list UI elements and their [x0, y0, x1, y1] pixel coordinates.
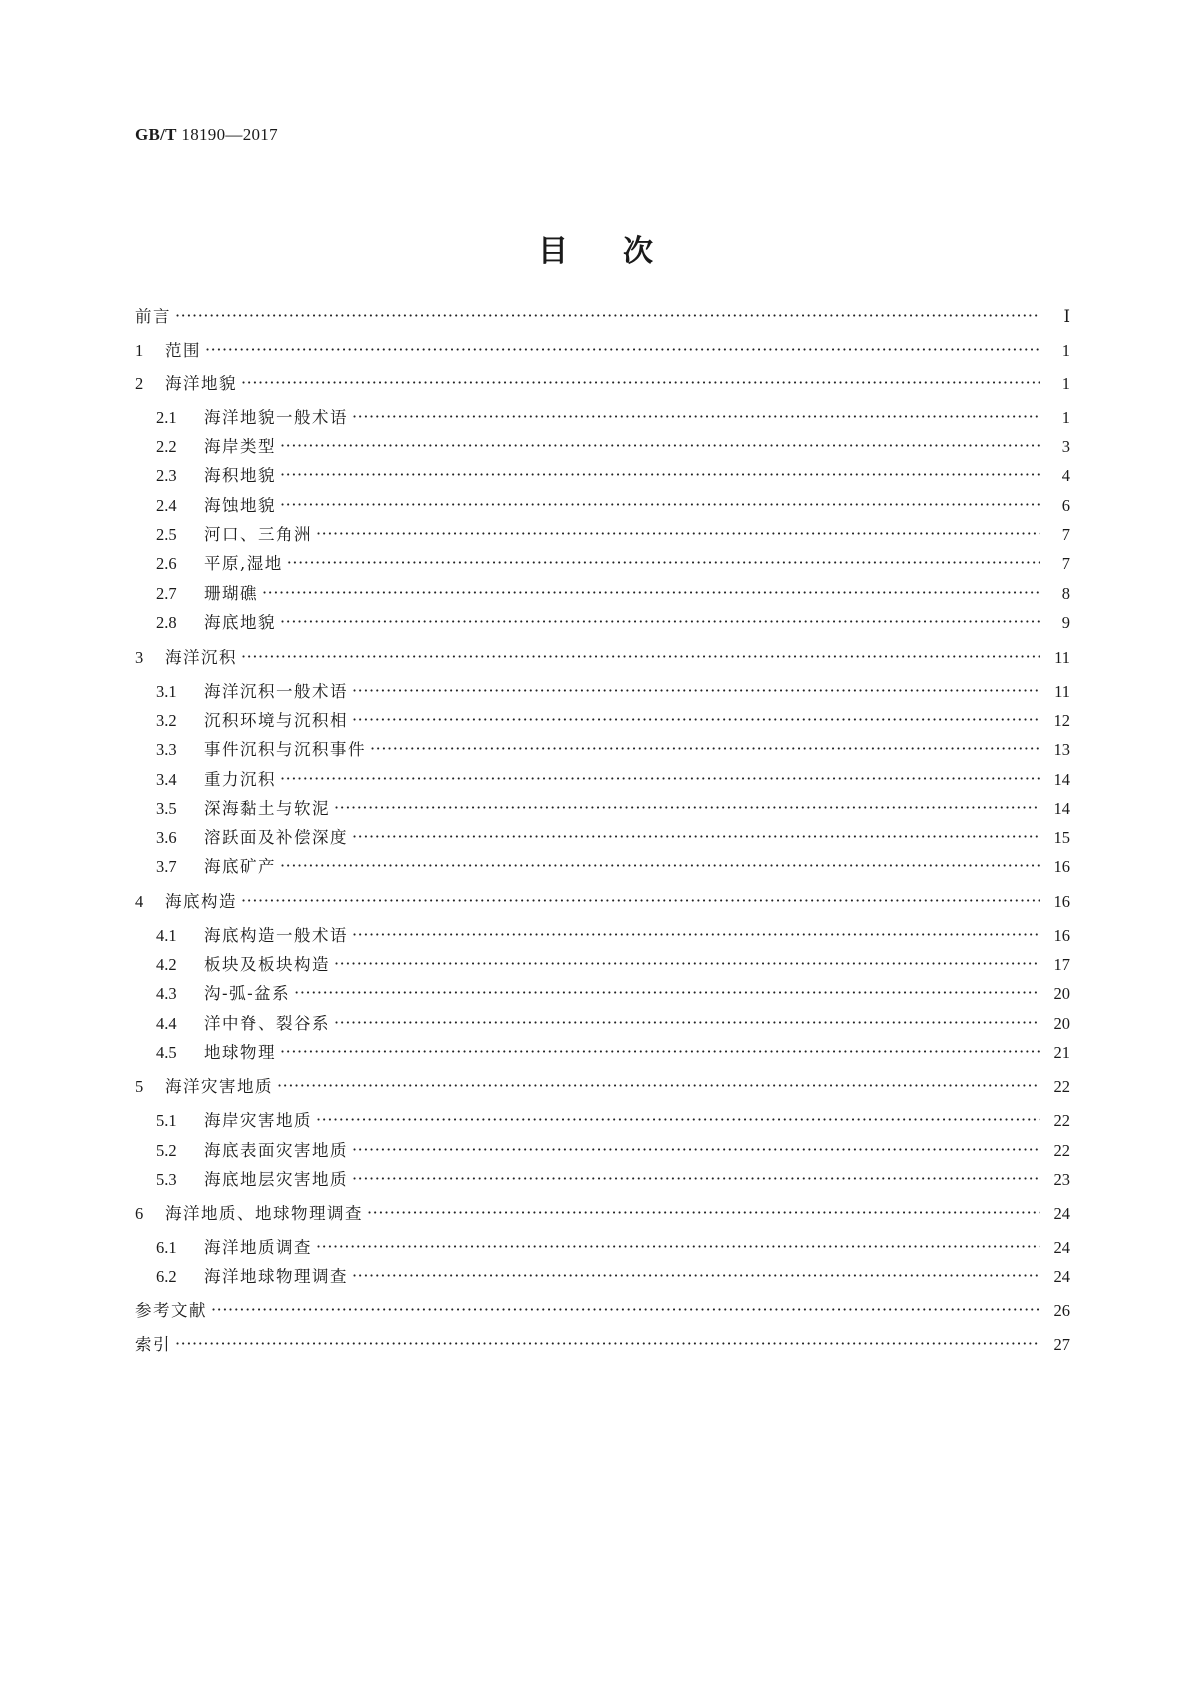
toc-entry-page: 16 [1053, 892, 1070, 911]
dot-leader [241, 372, 1040, 396]
toc-entry-number: 5 [135, 1077, 144, 1096]
dot-leader [316, 1236, 1040, 1260]
toc-entry-number: 4.2 [156, 955, 177, 974]
toc-entry-page: 9 [1061, 613, 1070, 632]
toc-entry-label: 溶跃面及补偿深度 [204, 828, 348, 847]
toc-entry-page: 6 [1061, 496, 1070, 515]
toc-entry[interactable] [135, 797, 1070, 821]
toc-entry[interactable] [135, 523, 1070, 547]
toc-entry-label: 海洋沉积一般术语 [204, 682, 348, 701]
toc-entry-page: 14 [1053, 799, 1070, 818]
toc-entry[interactable] [135, 305, 1070, 329]
toc-entry-page: 16 [1053, 857, 1070, 876]
toc-entry-page: 4 [1061, 466, 1070, 485]
toc-entry[interactable] [135, 1041, 1070, 1065]
toc-entry[interactable] [135, 890, 1070, 914]
dot-leader [280, 435, 1040, 459]
toc-entry[interactable] [135, 372, 1070, 396]
dot-leader [370, 738, 1040, 762]
toc-entry[interactable] [135, 1265, 1070, 1289]
toc-entry[interactable] [135, 646, 1070, 670]
dot-leader [352, 1139, 1040, 1163]
dot-leader [205, 339, 1040, 363]
toc-entry-number: 4.5 [156, 1043, 177, 1062]
dot-leader [316, 1109, 1040, 1133]
toc-entry-page: 3 [1061, 437, 1070, 456]
standard-code [135, 125, 278, 145]
toc-entry-label: 海蚀地貌 [204, 496, 276, 515]
toc-entry-label: 珊瑚礁 [204, 584, 258, 603]
dot-leader [175, 305, 1040, 329]
toc-entry-number: 3 [135, 648, 144, 667]
toc-entry-number: 6 [135, 1204, 144, 1223]
toc-entry-label: 海积地貌 [204, 466, 276, 485]
toc-entry-number: 3.7 [156, 857, 177, 876]
toc-entry-label: 海洋沉积 [165, 648, 237, 667]
dot-leader [211, 1299, 1040, 1323]
toc-entry-number: 3.2 [156, 711, 177, 730]
dot-leader [352, 826, 1040, 850]
toc-entry[interactable] [135, 680, 1070, 704]
dot-leader [280, 1041, 1040, 1065]
toc-entry[interactable] [135, 1139, 1070, 1163]
toc-entry-label: 海底表面灾害地质 [204, 1141, 348, 1160]
toc-entry[interactable] [135, 339, 1070, 363]
dot-leader [334, 953, 1040, 977]
toc-entry-page: 14 [1053, 770, 1070, 789]
toc-entry[interactable] [135, 1202, 1070, 1226]
toc-entry-label: 海底构造一般术语 [204, 926, 348, 945]
toc-entry[interactable] [135, 855, 1070, 879]
toc-entry[interactable] [135, 1075, 1070, 1099]
toc-entry[interactable] [135, 582, 1070, 606]
toc-entry-page: 11 [1054, 682, 1070, 701]
toc-entry-label: 范围 [165, 341, 201, 360]
toc-entry-page: Ⅰ [1063, 307, 1070, 326]
toc-entry-number: 6.1 [156, 1238, 177, 1257]
toc-entry-label: 海洋灾害地质 [165, 1077, 273, 1096]
toc-entry-label: 海洋地质调查 [204, 1238, 312, 1257]
toc-entry-page: 21 [1053, 1043, 1070, 1062]
toc-entry-page: 24 [1053, 1238, 1070, 1257]
toc-entry-label: 海底矿产 [204, 857, 276, 876]
toc-entry-number: 5.3 [156, 1170, 177, 1189]
toc-entry-number: 3.1 [156, 682, 177, 701]
toc-entry-number: 6.2 [156, 1267, 177, 1286]
title-char-2: 次 [623, 234, 653, 269]
toc-entry[interactable] [135, 1109, 1070, 1133]
dot-leader [175, 1333, 1040, 1357]
toc-entry[interactable] [135, 768, 1070, 792]
toc-entry-page: 1 [1061, 408, 1070, 427]
toc-entry-page: 17 [1053, 955, 1070, 974]
dot-leader [352, 709, 1040, 733]
toc-entry-label: 索引 [135, 1335, 171, 1354]
dot-leader [287, 552, 1040, 576]
toc-entry-label: 海洋地貌一般术语 [204, 408, 348, 427]
toc-entry-page: 13 [1053, 740, 1070, 759]
toc-entry-number: 1 [135, 341, 144, 360]
toc-entry-label: 深海黏土与软泥 [204, 799, 330, 818]
dot-leader [294, 982, 1040, 1006]
standard-number: 18190—2017 [181, 125, 278, 144]
toc-entry[interactable] [135, 494, 1070, 518]
toc-entry[interactable] [135, 464, 1070, 488]
toc-entry-page: 11 [1054, 648, 1070, 667]
toc-entry-label: 海底地层灾害地质 [204, 1170, 348, 1189]
toc-entry-label: 海岸类型 [204, 437, 276, 456]
toc-entry[interactable] [135, 552, 1070, 576]
toc-entry-page: 22 [1053, 1141, 1070, 1160]
toc-entry[interactable] [135, 1333, 1070, 1357]
toc-entry[interactable] [135, 826, 1070, 850]
toc-entry-number: 3.3 [156, 740, 177, 759]
toc-entry-label: 板块及板块构造 [204, 955, 330, 974]
toc-entry-number: 2.6 [156, 554, 177, 573]
toc-entry-label: 沟-弧-盆系 [204, 984, 291, 1003]
toc-entry-number: 2.1 [156, 408, 177, 427]
toc-entry-page: 23 [1053, 1170, 1070, 1189]
toc-entry-page: 7 [1061, 525, 1070, 544]
dot-leader [280, 855, 1040, 879]
dot-leader [280, 464, 1040, 488]
toc-entry[interactable] [135, 1299, 1070, 1323]
toc-entry-label: 河口、三角洲 [204, 525, 312, 544]
dot-leader [352, 1265, 1040, 1289]
toc-entry-page: 16 [1053, 926, 1070, 945]
dot-leader [262, 582, 1040, 606]
dot-leader [241, 646, 1040, 670]
toc-entry-number: 2.4 [156, 496, 177, 515]
dot-leader [334, 1012, 1040, 1036]
dot-leader [280, 768, 1040, 792]
toc-entry[interactable] [135, 982, 1070, 1006]
toc-entry-number: 2.7 [156, 584, 177, 603]
dot-leader [352, 924, 1040, 948]
toc-entry-label: 参考文献 [135, 1301, 207, 1320]
toc-entry-label: 海洋地球物理调查 [204, 1267, 348, 1286]
toc-entry-number: 2.3 [156, 466, 177, 485]
toc-entry-number: 2 [135, 374, 144, 393]
toc-entry-number: 3.5 [156, 799, 177, 818]
toc-entry-page: 22 [1053, 1111, 1070, 1130]
toc-entry-number: 3.6 [156, 828, 177, 847]
toc-entry-page: 1 [1061, 341, 1070, 360]
toc-entry-label: 前言 [135, 307, 171, 326]
toc-entry-label: 沉积环境与沉积相 [204, 711, 348, 730]
toc-entry-number: 5.1 [156, 1111, 177, 1130]
dot-leader [352, 680, 1040, 704]
toc-entry-page: 27 [1053, 1335, 1070, 1354]
toc-entry-label: 海底地貌 [204, 613, 276, 632]
toc-entry-label: 海底构造 [165, 892, 237, 911]
toc-entry-page: 24 [1053, 1267, 1070, 1286]
toc-entry-number: 2.2 [156, 437, 177, 456]
toc-entry-page: 15 [1053, 828, 1070, 847]
dot-leader [334, 797, 1040, 821]
toc-entry-page: 26 [1053, 1301, 1070, 1320]
toc-entry-page: 20 [1053, 1014, 1070, 1033]
toc-entry[interactable] [135, 924, 1070, 948]
toc-entry-page: 24 [1053, 1204, 1070, 1223]
toc-entry-label: 海洋地貌 [165, 374, 237, 393]
toc-entry-page: 7 [1061, 554, 1070, 573]
toc-entry-label: 地球物理 [204, 1043, 276, 1062]
toc-entry[interactable] [135, 435, 1070, 459]
toc-entry[interactable] [135, 1012, 1070, 1036]
toc-entry-label: 重力沉积 [204, 770, 276, 789]
toc-entry[interactable] [135, 953, 1070, 977]
page-title [0, 226, 1191, 270]
dot-leader [367, 1202, 1040, 1226]
toc-entry[interactable] [135, 738, 1070, 762]
toc-entry-number: 4.4 [156, 1014, 177, 1033]
dot-leader [277, 1075, 1040, 1099]
toc-entry-label: 海岸灾害地质 [204, 1111, 312, 1130]
toc-entry-number: 2.5 [156, 525, 177, 544]
dot-leader [280, 611, 1040, 635]
dot-leader [352, 1168, 1040, 1192]
toc-entry-number: 4.1 [156, 926, 177, 945]
toc-entry-page: 22 [1053, 1077, 1070, 1096]
title-char-1: 目 [538, 234, 568, 269]
toc-entry-number: 4 [135, 892, 144, 911]
toc-entry-page: 1 [1061, 374, 1070, 393]
toc-entry-number: 4.3 [156, 984, 177, 1003]
toc-entry-label: 海洋地质、地球物理调查 [165, 1204, 363, 1223]
toc-entry-page: 12 [1053, 711, 1070, 730]
toc-entry[interactable] [135, 611, 1070, 635]
dot-leader [280, 494, 1040, 518]
toc-entry-label: 洋中脊、裂谷系 [204, 1014, 330, 1033]
toc-entry-page: 8 [1061, 584, 1070, 603]
toc-entry-label: 平原,湿地 [204, 554, 283, 573]
toc-entry-number: 3.4 [156, 770, 177, 789]
toc-entry-page: 20 [1053, 984, 1070, 1003]
dot-leader [352, 406, 1040, 430]
toc-entry[interactable] [135, 1236, 1070, 1260]
toc-entry-label: 事件沉积与沉积事件 [204, 740, 366, 759]
toc-entry-number: 2.8 [156, 613, 177, 632]
toc-entry-number: 5.2 [156, 1141, 177, 1160]
toc-entry[interactable] [135, 406, 1070, 430]
dot-leader [241, 890, 1040, 914]
toc-entry[interactable] [135, 709, 1070, 733]
dot-leader [316, 523, 1040, 547]
standard-prefix: GB/T [135, 125, 177, 144]
toc-entry[interactable] [135, 1168, 1070, 1192]
